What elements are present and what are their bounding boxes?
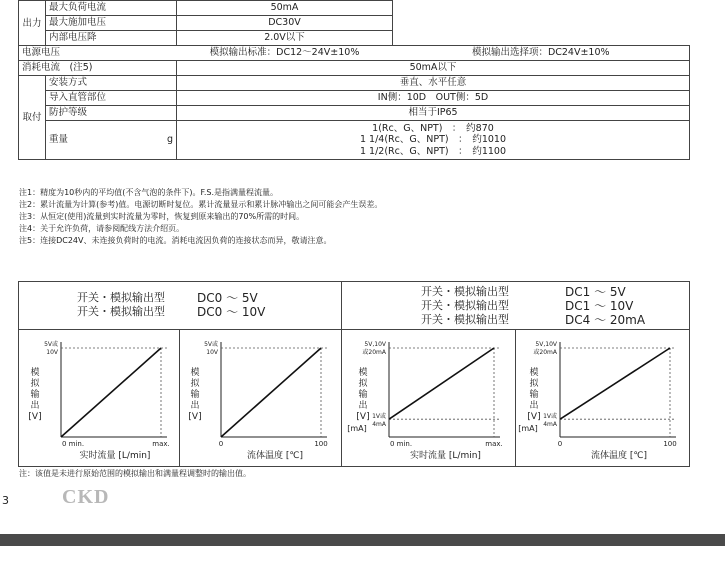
page-number: 3 [2, 494, 9, 507]
weight-label: 重量 [49, 134, 69, 145]
y-axis-label-char: 拟 [358, 379, 368, 389]
install-method-value: 垂直、水平任意 [177, 76, 690, 91]
power-voltage-value-1: 模拟输出标准：DC12～24V±10% [177, 46, 393, 61]
mounting-label [19, 76, 46, 160]
weight-row: 1(Rc、G、NPT) ： 约870 [372, 122, 494, 134]
y-axis-label-char: 模 [529, 368, 539, 378]
output-line [560, 348, 670, 419]
y-axis-label-char: 出 [30, 401, 40, 411]
output-line [221, 348, 321, 437]
note-item: 注1：精度为10秒内的平均值(不含气泡的条件下)。F.S.是指满量程流量。 [19, 188, 278, 197]
x-tick-label: max. [485, 440, 503, 448]
y-axis-label-char: 拟 [30, 379, 40, 389]
note-item: 注5：连接DC24V、未连接负荷时的电流。消耗电流因负荷的连接状态而异，敬请注意。 [19, 236, 332, 245]
y-axis-label-char: 出 [358, 401, 368, 411]
consumption-current-value: 50mA以下 [177, 61, 690, 76]
y-top-label: 10V [46, 349, 58, 356]
left-type-1: 开关・模拟输出型 [77, 291, 165, 304]
mounting-label-text: 取付 [22, 112, 42, 123]
weight-row: 1 1/4(Rc、G、NPT) ： 约1010 [359, 134, 507, 146]
y-top-label: 5V或 [44, 341, 58, 348]
right-range-1: DC1 ～ 5V [565, 285, 626, 299]
x-axis-label: 流体温度 [℃] [591, 451, 647, 461]
x-axis-label: 流体温度 [℃] [247, 451, 303, 461]
x-tick-label: max. [152, 440, 170, 448]
max-load-current-value: 50mA [177, 1, 393, 16]
output-line [61, 348, 161, 437]
x-tick-label: 100 [314, 440, 328, 448]
x-tick-label: 0 min. [389, 440, 413, 448]
y-axis-label-char: 模 [30, 368, 40, 378]
protection-value: 相当于IP65 [177, 106, 690, 121]
notes-list [19, 187, 382, 247]
x-tick-label: 0 [557, 440, 563, 448]
output-charts [19, 282, 689, 466]
y-bottom-label: 4mA [372, 421, 386, 429]
note-item: 注2：累计流量为计算(参考)值。电源切断时复位。累计流量显示和累计脉冲输出之间可能会产生误差。 [19, 200, 383, 209]
y-top-label: 或20mA [362, 349, 386, 356]
y-bottom-label: 1V或 [543, 413, 557, 421]
install-method-label: 安装方式 [46, 76, 177, 91]
footer-blank [0, 546, 725, 577]
bottom-note: 注：该值是未进行原始范围的模拟输出和满量程调整时的输出值。 [19, 469, 251, 478]
y-axis-label-char: 拟 [529, 379, 539, 389]
weight-values [177, 121, 690, 160]
left-range-1: DC0 ～ 5V [197, 291, 258, 305]
max-applied-voltage-label: 最大施加电压 [46, 16, 177, 31]
left-type-2: 开关・模拟输出型 [77, 305, 165, 318]
y-top-label: 5V,10V [364, 341, 386, 348]
y-axis-label-char: 输 [529, 390, 539, 400]
y-axis-label-char: 模 [358, 368, 368, 378]
max-applied-voltage-value: DC30V [177, 16, 393, 31]
output-line [389, 348, 494, 419]
y-axis-label-char: 输 [190, 390, 200, 400]
x-tick-label: 100 [663, 440, 677, 448]
weight-row: 1 1/2(Rc、G、NPT) ： 约1100 [359, 145, 507, 157]
internal-voltage-drop-value: 2.0V以下 [177, 31, 393, 46]
y-axis-label-char: 出 [190, 401, 200, 411]
y-axis-unit: [V] [28, 412, 42, 422]
pipe-label: 导入直管部位 [46, 91, 177, 106]
x-tick-label: 0 min. [61, 440, 85, 448]
max-load-current-label: 最大负荷电流 [46, 1, 177, 16]
y-axis-unit: [mA] [518, 424, 538, 433]
y-bottom-label: 4mA [543, 421, 557, 429]
y-axis-label-char: 拟 [190, 379, 200, 389]
spec-table [18, 0, 690, 160]
ckd-logo: CKD [62, 486, 110, 508]
internal-voltage-drop-label: 内部电压降 [46, 31, 177, 46]
weight-unit: g [166, 134, 173, 145]
output-label [19, 1, 46, 46]
right-type-2: 开关・模拟输出型 [421, 299, 509, 312]
y-axis-unit: [V] [188, 412, 202, 422]
y-axis-label-char: 输 [30, 390, 40, 400]
y-bottom-label: 1V或 [372, 413, 386, 421]
y-axis-unit: [V] [356, 412, 370, 422]
y-axis-label-char: 出 [529, 401, 539, 411]
x-tick-label: 0 [218, 440, 224, 448]
weight-label-cell [46, 121, 177, 160]
right-type-3: 开关・模拟输出型 [421, 313, 509, 326]
y-axis-label-char: 模 [190, 368, 200, 378]
y-axis-label-char: 输 [358, 390, 368, 400]
note-item: 注4：关于允许负荷，请参阅配线方法介绍页。 [19, 224, 185, 233]
y-axis-unit: [V] [527, 412, 541, 422]
x-axis-label: 实时流量 [L/min] [410, 451, 481, 461]
power-voltage-value-2: 模拟输出选择项：DC24V±10% [393, 46, 690, 61]
power-voltage-label: 电源电压 [19, 46, 177, 61]
right-type-1: 开关・模拟输出型 [421, 285, 509, 298]
footer-bar [0, 534, 725, 546]
output-label-text: 出力 [22, 17, 42, 29]
x-axis-label: 实时流量 [L/min] [79, 451, 151, 461]
protection-label: 防护等级 [46, 106, 177, 121]
y-top-label: 10V [206, 349, 218, 356]
y-top-label: 5V,10V [535, 341, 557, 348]
right-range-2: DC1 ～ 10V [565, 299, 634, 313]
pipe-value: IN侧：10D OUT侧：5D [177, 91, 690, 106]
y-top-label: 5V或 [204, 341, 218, 348]
output-charts-box [18, 281, 690, 467]
left-range-2: DC0 ～ 10V [197, 305, 266, 319]
y-axis-unit: [mA] [347, 424, 367, 433]
consumption-current-label: 消耗电流 (注5) [19, 61, 177, 76]
y-top-label: 或20mA [533, 349, 557, 356]
right-range-3: DC4 ～ 20mA [565, 313, 646, 327]
note-item: 注3：从恒定(使用)流量到实时流量为零时，恢复到原来输出的70%所需的时间。 [19, 212, 305, 221]
